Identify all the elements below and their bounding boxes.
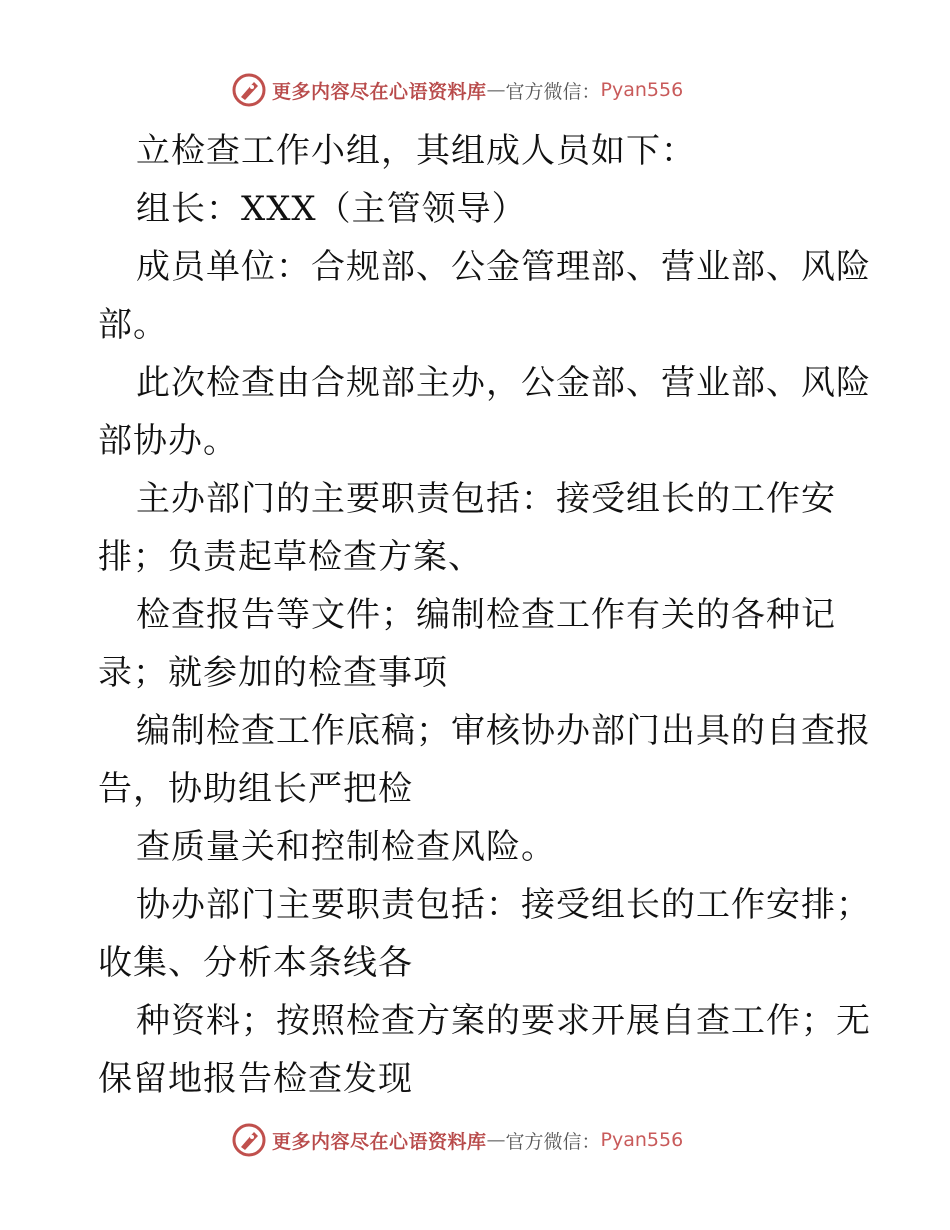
text-line: 检查报告等文件；编制检查工作有关的各种记 [136,595,836,635]
text-line: 收集、分析本条线各 [98,943,413,983]
text-line: 排；负责起草检查方案、 [98,537,483,577]
text-line: 组长：XXX（主管领导） [136,189,527,229]
banner-main-text: 更多内容尽在心语资料库 [272,1130,487,1153]
text-line: 立检查工作小组，其组成人员如下： [136,131,696,171]
text-line: 告，协助组长严把检 [98,769,413,809]
text-line: 种资料；按照检查方案的要求开展自查工作；无 [136,1001,871,1041]
banner-contact-id: Pyan556 [600,79,684,101]
text-line: 协办部门主要职责包括：接受组长的工作安排； [136,885,871,925]
pen-logo-icon [232,73,266,107]
banner-separator: — [486,1129,506,1151]
text-line: 成员单位：合规部、公金管理部、营业部、风险 [136,247,871,287]
text-line: 录；就参加的检查事项 [98,653,448,693]
banner-contact-label: 官方微信： [505,80,601,103]
pen-logo-icon [232,1123,266,1157]
document-body [98,122,871,1108]
footer-banner [232,1120,683,1160]
text-line: 保留地报告检查发现 [98,1059,413,1099]
banner-main-text: 更多内容尽在心语资料库 [272,80,487,103]
banner-separator: — [486,79,506,101]
text-line: 查质量关和控制检查风险。 [136,827,556,867]
text-line: 部协办。 [98,421,238,461]
text-line: 主办部门的主要职责包括：接受组长的工作安 [136,479,836,519]
text-line: 编制检查工作底稿；审核协办部门出具的自查报 [136,711,871,751]
text-line: 部。 [98,305,168,345]
banner-contact-label: 官方微信： [505,1130,601,1153]
text-line: 此次检查由合规部主办，公金部、营业部、风险 [136,363,871,403]
banner-contact-id: Pyan556 [600,1129,684,1151]
header-banner [232,70,683,110]
